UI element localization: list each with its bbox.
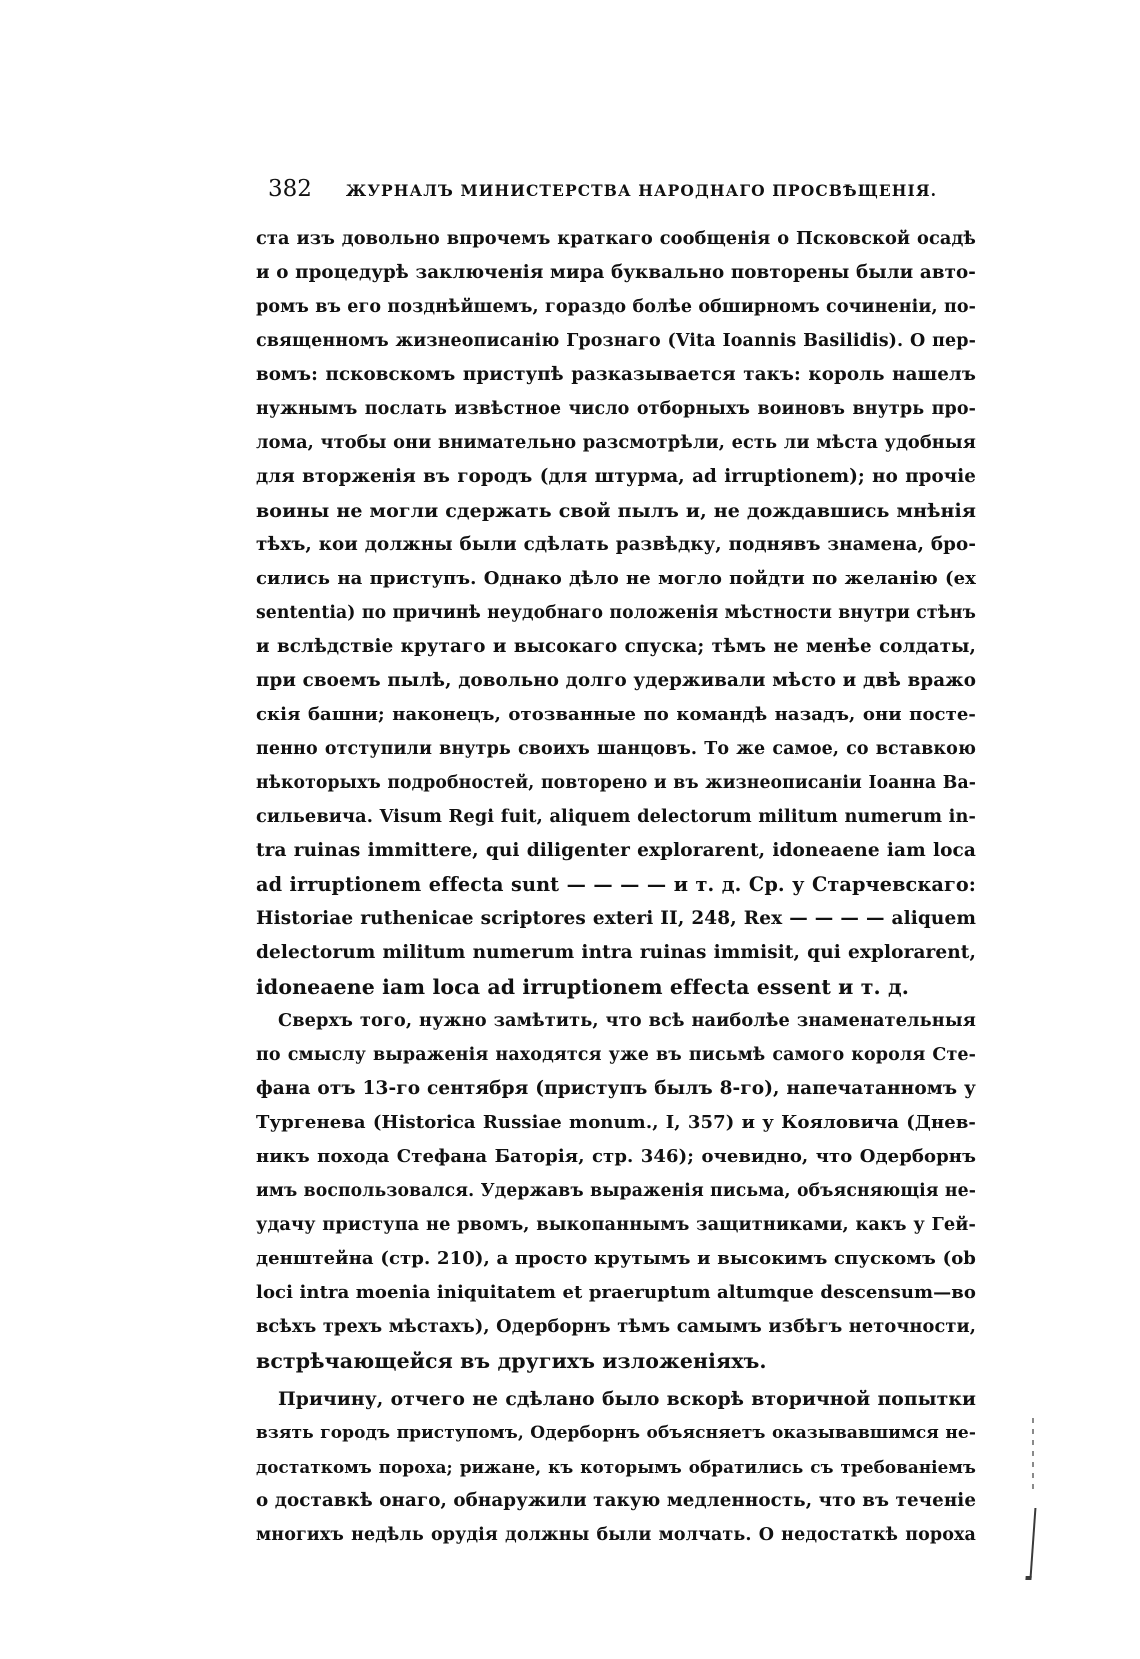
text-line: фана отъ 13-го сентября (приступъ былъ 8-го), напечатанномъ у <box>256 1078 976 1099</box>
text-line: вомъ: псковскомъ приступѣ разказывается такъ: король нашелъ <box>256 364 976 385</box>
running-title: ЖУРНАЛЪ МИНИСТЕРСТВА НАРОДНАГО ПРОСВѢЩЕНІЯ. <box>345 181 938 200</box>
text-line: скія башни; наконецъ, отозванные по командѣ назадъ, они посте- <box>256 704 976 725</box>
text-line: loci intra moenia iniquitatem et praeruptum altumque descensum—во <box>256 1282 976 1303</box>
text-line: о доставкѣ онаго, обнаружили такую медленность, что въ теченіе <box>256 1490 977 1511</box>
scan-margin-stroke <box>1030 1508 1037 1578</box>
text-line: нужнымъ послать извѣстное число отборныхъ воиновъ внутрь про- <box>256 399 976 419</box>
text-line: лома, чтобы они внимательно разсмотрѣли, есть ли мѣста удобныя <box>256 432 976 453</box>
page-header <box>268 176 988 208</box>
text-line: delectorum militum numerum intra ruinas immisit, qui explorarent, <box>256 942 976 963</box>
text-line: и о процедурѣ заключенія мира буквально повторены были авто- <box>256 262 976 283</box>
text-line: ad irruptionem effecta sunt — — — — и т. д. Ср. у Старчевскаго: <box>256 873 976 896</box>
text-line: ромъ въ его позднѣйшемъ, гораздо болѣе обширномъ сочиненіи, по- <box>256 297 976 317</box>
text-line: idoneaene iam loca ad irruptionem effecta essent и т. д. <box>256 975 909 999</box>
text-line: при своемъ пылѣ, довольно долго удерживали мѣсто и двѣ вражо <box>256 670 976 691</box>
text-line: достаткомъ пороха; рижане, къ которымъ обратились съ требованіемъ <box>256 1457 976 1477</box>
text-line: Сверхъ того, нужно замѣтить, что всѣ наиболѣе знаменательныя <box>278 1010 976 1031</box>
text-line: многихъ недѣль орудія должны были молчать. О недостаткѣ пороха <box>256 1525 976 1545</box>
text-line: по смыслу выраженія находятся уже въ письмѣ самого короля Сте- <box>256 1045 976 1065</box>
text-line: сильевича. Visum Regi fuit, aliquem delectorum militum numerum in- <box>256 806 976 827</box>
text-line: тѣхъ, кои должны были сдѣлать развѣдку, поднявъ знамена, бро- <box>256 534 976 555</box>
text-line: денштейна (стр. 210), а просто крутымъ и высокимъ спускомъ (ob <box>256 1248 976 1269</box>
text-line: всѣхъ трехъ мѣстахъ), Одерборнъ тѣмъ самымъ избѣгъ неточности, <box>256 1316 976 1337</box>
text-line: sententia) по причинѣ неудобнаго положенія мѣстности внутри стѣнъ <box>256 603 976 623</box>
paragraph-2 <box>256 1004 976 1378</box>
text-line: встрѣчающейся въ другихъ изложеніяхъ. <box>256 1349 767 1373</box>
page-number: 382 <box>268 176 312 202</box>
text-line: tra ruinas immittere, qui diligenter explorarent, idoneaene iam loca <box>256 840 976 861</box>
body-text <box>256 222 976 1552</box>
text-line: Historiae ruthenicae scriptores exteri II, 248, Rex — — — — aliquem <box>256 908 976 929</box>
text-line: сились на приступъ. Однако дѣло не могло пойдти по желанію (ex <box>256 568 976 589</box>
text-line: нѣкоторыхъ подробностей, повторено и въ жизнеописаніи Іоанна Ва- <box>256 773 976 793</box>
text-line: Тургенева (Historica Russiae monum., I, 357) и у Кояловича (Днев- <box>256 1112 976 1133</box>
text-line: пенно отступили внутрь своихъ шанцовъ. То же самое, со вставкою <box>256 739 976 759</box>
paragraph-1 <box>256 222 976 1004</box>
text-line: взять городъ приступомъ, Одерборнъ объясняетъ оказывавшимся не- <box>256 1423 976 1443</box>
text-line: и вслѣдствіе крутаго и высокаго спуска; тѣмъ не менѣе солдаты, <box>256 636 976 657</box>
text-line: Причину, отчего не сдѣлано было вскорѣ вторичной попытки <box>278 1388 976 1410</box>
text-line: воины не могли сдержать свой пылъ и, не дождавшись мнѣнія <box>256 500 976 522</box>
text-line: имъ воспользовался. Удержавъ выраженія письма, объясняющія не- <box>256 1181 976 1201</box>
paragraph-3 <box>256 1382 976 1552</box>
text-line: никъ похода Стефана Баторія, стр. 346); очевидно, что Одерборнъ <box>256 1146 976 1167</box>
text-line: священномъ жизнеописанію Грознаго (Vita Ioannis Basilidis). О пер- <box>256 331 976 351</box>
text-line: ста изъ довольно впрочемъ краткаго сообщенія о Псковской осадѣ <box>256 228 976 249</box>
text-line: для вторженія въ городъ (для штурма, ad irruptionem); но прочіе <box>256 466 976 487</box>
scan-margin-mark <box>1032 1418 1034 1490</box>
text-line: удачу приступа не рвомъ, выкопаннымъ защитниками, какъ у Гей- <box>256 1214 976 1235</box>
